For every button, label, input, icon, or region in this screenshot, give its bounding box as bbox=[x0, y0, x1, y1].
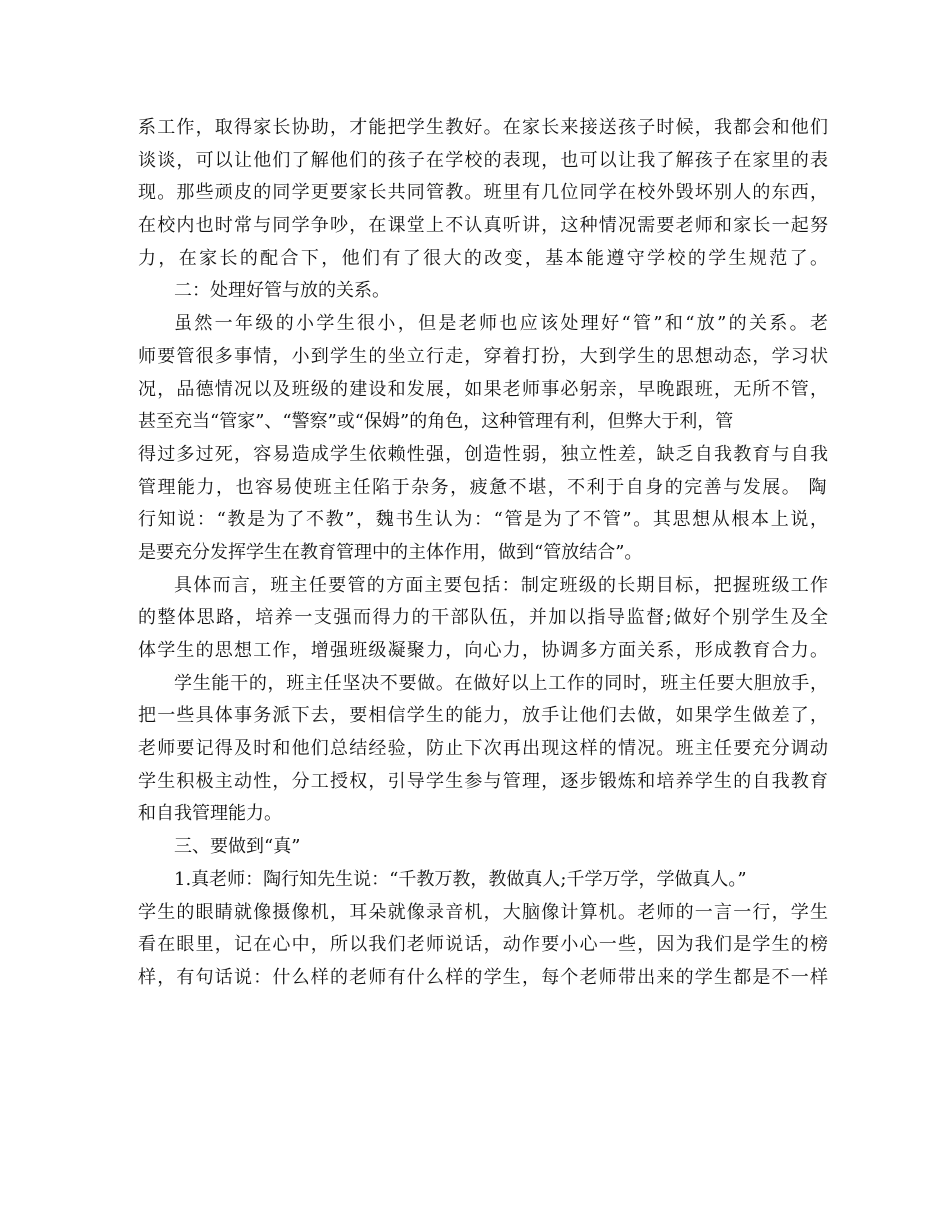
text-line: 和自我管理能力。 bbox=[138, 803, 282, 825]
text-line: 样，有句话说：什么样的老师有什么样的学生，每个老师带出来的学生都是不一样 bbox=[138, 966, 830, 988]
text-line: 看在眼里，记在心中，所以我们老师说话，动作要小心一些，因为我们是学生的榜 bbox=[138, 934, 830, 956]
text-line: 力，在家长的配合下，他们有了很大的改变，基本能遵守学校的学生规范了。 bbox=[138, 247, 831, 269]
text-line: 得过多过死，容易造成学生依赖性强，创造性弱，独立性差，缺乏自我教育与自我 bbox=[138, 443, 830, 465]
text-line: 三、要做到“真” bbox=[174, 836, 301, 858]
text-line: 二：处理好管与放的关系。 bbox=[174, 280, 390, 302]
text-line: 学生的眼睛就像摄像机，耳朵就像录音机，大脑像计算机。老师的一言一行，学生 bbox=[138, 901, 830, 923]
text-line: 谈谈，可以让他们了解他们的孩子在学校的表现，也可以让我了解孩子在家里的表 bbox=[138, 149, 830, 171]
document-body bbox=[138, 112, 831, 995]
text-line: 把一些具体事务派下去，要相信学生的能力，放手让他们去做，如果学生做差了， bbox=[138, 705, 830, 727]
text-line: 系工作，取得家长协助，才能把学生教好。在家长来接送孩子时候，我都会和他们 bbox=[138, 117, 830, 138]
text-line: 现。那些顽皮的同学更要家长共同管教。班里有几位同学在校外毁坏别人的东西， bbox=[138, 182, 830, 204]
text-line: 体学生的思想工作，增强班级凝聚力，向心力，协调多方面关系，形成教育合力。 bbox=[138, 640, 830, 661]
text-line: 的整体思路，培养一支强而得力的干部队伍，并加以指导监督;做好个别学生及全 bbox=[138, 607, 830, 629]
text-line: 学生积极主动性，分工授权，引导学生参与管理，逐步锻炼和培养学生的自我教育 bbox=[138, 770, 830, 792]
text-line: 在校内也时常与同学争吵，在课堂上不认真听讲，这种情况需要老师和家长一起努 bbox=[138, 215, 830, 237]
text-line: 甚至充当“管家”、“警察”或“保姆”的角色，这种管理有利，但弊大于利，管 bbox=[138, 411, 734, 433]
text-line: 是要充分发挥学生在教育管理中的主体作用，做到“管放结合”。 bbox=[138, 541, 643, 563]
text-line: 具体而言，班主任要管的方面主要包括：制定班级的长期目标，把握班级工作 bbox=[174, 574, 830, 596]
text-line: 师要管很多事情，小到学生的坐立行走，穿着打扮，大到学生的思想动态，学习状 bbox=[138, 345, 830, 367]
text-line: 行知说：“教是为了不教”，魏书生认为：“管是为了不管”。其思想从根本上说， bbox=[138, 509, 830, 531]
text-line: 况，品德情况以及班级的建设和发展，如果老师事必躬亲，早晚跟班，无所不管， bbox=[138, 378, 830, 400]
text-line: 1.真老师：陶行知先生说：“千教万教，教做真人;千学万学，学做真人。” bbox=[174, 868, 747, 890]
text-line: 管理能力，也容易使班主任陷于杂务，疲惫不堪，不利于自身的完善与发展。 陶 bbox=[138, 476, 829, 498]
text-line: 老师要记得及时和他们总结经验，防止下次再出现这样的情况。班主任要充分调动 bbox=[138, 738, 830, 760]
text-line: 虽然一年级的小学生很小，但是老师也应该处理好“管”和“放”的关系。老 bbox=[174, 313, 831, 335]
text-line: 学生能干的，班主任坚决不要做。在做好以上工作的同时，班主任要大胆放手， bbox=[174, 672, 829, 694]
